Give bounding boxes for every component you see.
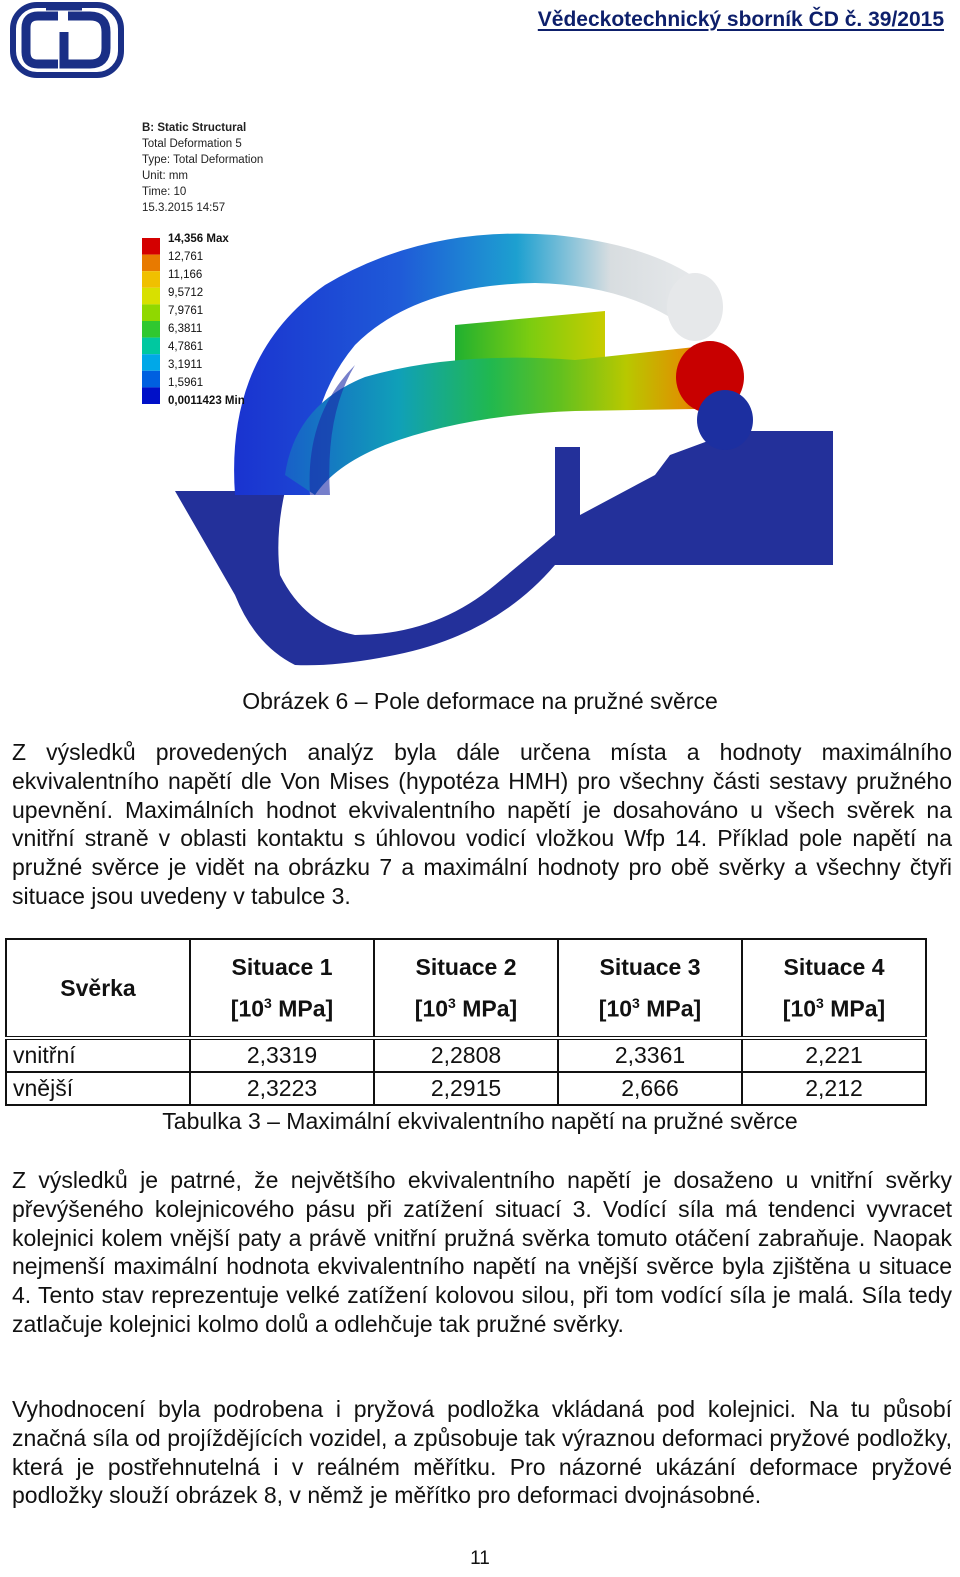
scale-swatch (142, 288, 160, 305)
scale-swatch (142, 387, 160, 404)
unit-base: [10 (782, 995, 817, 1022)
result-time: Time: 10 (142, 186, 187, 198)
column-unit (559, 995, 741, 1023)
scale-label: 7,9761 (168, 305, 204, 317)
scale-label-max: 14,356 Max (168, 233, 229, 245)
table-cell: 2,221 (742, 1038, 926, 1072)
unit-base: [10 (598, 995, 633, 1022)
table-header-row (6, 939, 926, 1038)
header-situace-2 (374, 939, 558, 1038)
scale-swatch (142, 321, 160, 338)
unit-rest: MPa] (639, 995, 702, 1022)
table-cell: 2,3319 (190, 1038, 374, 1072)
result-unit: Unit: mm (142, 170, 188, 182)
result-type: Type: Total Deformation (142, 154, 264, 166)
scale-label: 3,1911 (168, 359, 203, 371)
scale-swatch (142, 238, 160, 255)
scale-label: 6,3811 (168, 323, 203, 335)
cd-logo (10, 2, 124, 78)
scale-swatch (142, 304, 160, 321)
unit-base: [10 (230, 995, 265, 1022)
column-name: Situace 4 (783, 953, 885, 980)
table-cell: 2,3361 (558, 1038, 742, 1072)
column-unit (743, 995, 925, 1023)
page-number: 11 (470, 1548, 490, 1569)
table-caption: Tabulka 3 – Maximální ekvivalentního napětí na pružné svěrce (162, 1108, 798, 1134)
column-name: Situace 2 (415, 953, 517, 980)
scale-swatch (142, 354, 160, 371)
paragraph-1: Z výsledků provedených analýz byla dále určena místa a hodnoty maximálního ekvivalentního napětí dle Von Mises (hypotéza HMH) pro všechny části sestavy pružného upevnění. Maximálních hodnot ekvivalentního napětí je dosahováno u všech svěrek na vnitřní straně v oblasti kontaktu s úhlovou vodicí vložkou Wfp 14. Příklad pole napětí na pružné svěrce je vidět na obrázku 7 a maximální hodnoty pro obě svěrky a všechny čtyři situace jsou uvedeny v tabulce 3. (12, 739, 952, 909)
table-cell: 2,212 (742, 1072, 926, 1105)
header-situace-1 (190, 939, 374, 1038)
analysis-name: B: Static Structural (142, 122, 247, 134)
scale-label-min: 0,0011423 Min (168, 395, 245, 407)
scale-label: 12,761 (168, 251, 204, 263)
scale-label: 1,5961 (168, 377, 204, 389)
column-name: Situace 3 (599, 953, 701, 980)
table-cell: 2,3223 (190, 1072, 374, 1105)
table-cell: 2,2915 (374, 1072, 558, 1105)
unit-rest: MPa] (455, 995, 518, 1022)
table-row (6, 1072, 926, 1105)
paragraph-3: Vyhodnocení byla podrobena i pryžová podložka vkládaná pod kolejnici. Na tu působí značná síla od projíždějících vozidel, a způsobuje tak výraznou deformaci pryžové podložky, která je postřehnutelná i v reálném měřítku. Pro názorné ukázání deformace pryžové podložky slouží obrázek 8, v němž je měřítko pro deformaci dvojnásobné. (12, 1396, 952, 1509)
unit-rest: MPa] (271, 995, 334, 1022)
unit-exponent: 3 (816, 994, 824, 1011)
scale-label: 4,7861 (168, 341, 204, 353)
row-label: vnější (6, 1072, 190, 1105)
header-situace-4 (742, 939, 926, 1038)
journal-title: Vědeckotechnický sborník ČD č. 39/2015 (537, 8, 944, 31)
result-info (142, 120, 263, 216)
table-cell: 2,666 (558, 1072, 742, 1105)
color-scale-bar (142, 238, 160, 404)
unit-exponent: 3 (632, 994, 640, 1011)
column-unit (375, 995, 557, 1023)
unit-exponent: 3 (448, 994, 456, 1011)
paragraph-2: Z výsledků je patrné, že největšího ekvivalentního napětí je dosaženo u vnitřní svěrky převýšeného kolejnicového pásu při zatížení situací 3. Vodící síla má tendenci vyvracet kolejnici kolem vnější paty a právě vnitřní pružná svěrka tomuto otáčení zabraňuje. Naopak nejmenší maximální hodnota ekvivalentního napětí na vnější svěrce byla zjištěna u situace 4. Tento stav reprezentuje velké zatížení kolovou silou, při tom vodící síla je malá. Síla tedy zatlačuje kolejnici kolmo dolů a odlehčuje tak pružné svěrky. (12, 1167, 952, 1337)
unit-base: [10 (414, 995, 449, 1022)
scale-swatch (142, 338, 160, 355)
header-svěrka: Svěrka (6, 939, 190, 1038)
scale-swatch (142, 371, 160, 388)
column-unit (191, 995, 373, 1023)
column-name: Situace 1 (231, 953, 333, 980)
scale-label: 11,166 (168, 269, 203, 281)
scale-swatch (142, 271, 160, 288)
table-row (6, 1038, 926, 1072)
row-label: vnitřní (6, 1038, 190, 1072)
unit-exponent: 3 (264, 994, 272, 1011)
result-name: Total Deformation 5 (142, 138, 242, 150)
table-cell: 2,2808 (374, 1038, 558, 1072)
unit-rest: MPa] (823, 995, 886, 1022)
header-situace-3 (558, 939, 742, 1038)
result-date: 15.3.2015 14:57 (142, 202, 226, 214)
stress-table (5, 938, 927, 1106)
scale-swatch (142, 255, 160, 272)
figure-caption: Obrázek 6 – Pole deformace na pružné svěrce (242, 688, 718, 714)
scale-label: 9,5712 (168, 287, 204, 299)
